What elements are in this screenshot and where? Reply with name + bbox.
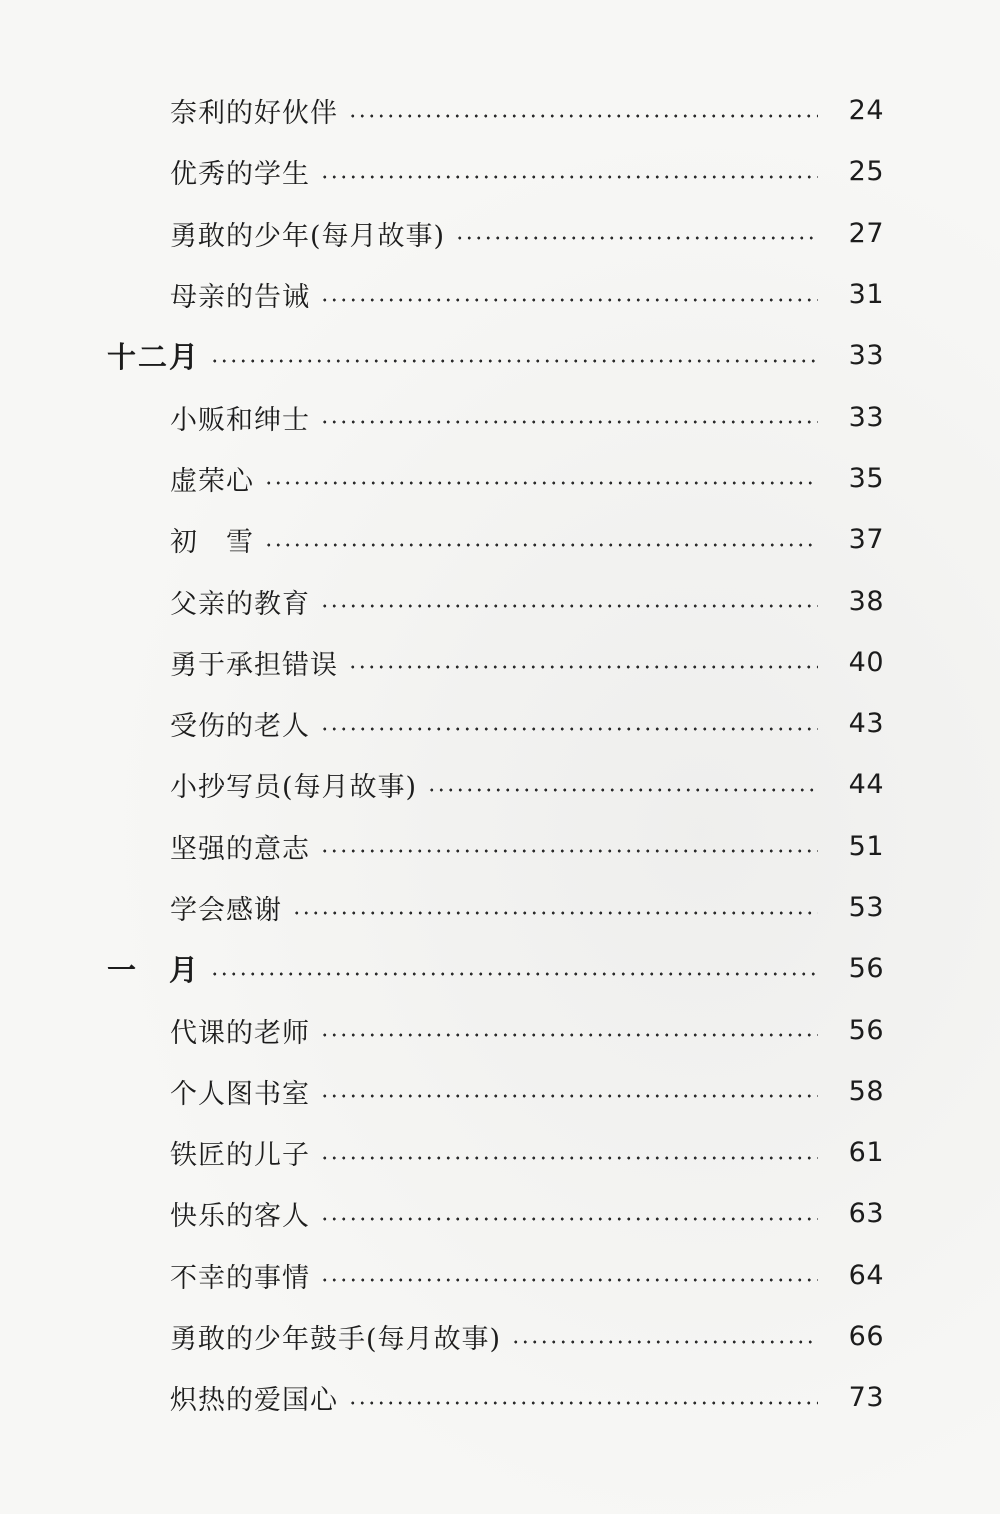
toc-entry <box>0 386 1000 447</box>
dot-leader <box>320 849 818 853</box>
toc-entry <box>0 509 1000 570</box>
dot-leader <box>348 1401 818 1405</box>
toc-entry-page: 35 <box>848 462 884 494</box>
toc-entry-page: 37 <box>848 524 884 556</box>
dot-leader <box>320 604 818 608</box>
toc-entry <box>0 203 1000 264</box>
toc-entry-title: 代课的老师 <box>170 1017 310 1049</box>
toc-section-page: 33 <box>848 340 884 372</box>
toc-entry-page: 33 <box>848 401 884 433</box>
dot-leader <box>320 1278 818 1282</box>
dot-leader <box>292 911 818 915</box>
toc-section-page: 56 <box>848 953 884 985</box>
toc-entry-title: 勇敢的少年(每月故事) <box>170 220 446 252</box>
table-of-contents <box>0 80 1000 1429</box>
toc-entry-title: 勇于承担错误 <box>170 649 338 681</box>
toc-entry-page: 58 <box>848 1075 884 1107</box>
toc-entry-title: 铁匠的儿子 <box>170 1140 310 1172</box>
toc-entry-title: 坚强的意志 <box>170 833 310 865</box>
toc-entry-page: 73 <box>848 1382 884 1414</box>
dot-leader <box>320 298 818 302</box>
toc-entry-page: 51 <box>848 830 884 862</box>
dot-leader <box>348 665 818 669</box>
toc-entry-title: 小抄写员(每月故事) <box>170 772 418 804</box>
dot-leader <box>264 481 818 485</box>
toc-entry-page: 44 <box>848 769 884 801</box>
toc-entry <box>0 448 1000 509</box>
dot-leader <box>320 1094 818 1098</box>
toc-entry-title: 奈利的好伙伴 <box>170 98 338 130</box>
toc-entry-title: 小贩和绅士 <box>170 404 310 436</box>
toc-entry <box>0 1367 1000 1428</box>
dot-leader <box>511 1340 818 1344</box>
toc-section-title: 一 月 <box>107 953 201 988</box>
dot-leader <box>320 420 818 424</box>
toc-entry-title: 个人图书室 <box>170 1078 310 1110</box>
toc-entry <box>0 1061 1000 1122</box>
toc-entry-title: 炽热的爱国心 <box>170 1385 338 1417</box>
toc-entry <box>0 632 1000 693</box>
toc-entry-title: 学会感谢 <box>170 895 282 926</box>
toc-entry-page: 27 <box>848 217 884 249</box>
toc-entry-title: 初 雪 <box>170 527 254 559</box>
toc-entry <box>0 877 1000 938</box>
dot-leader <box>348 114 818 118</box>
toc-entry-page: 38 <box>848 585 884 617</box>
toc-entry <box>0 80 1000 141</box>
toc-entry-page: 61 <box>848 1137 884 1169</box>
toc-section-heading <box>0 938 1000 999</box>
toc-entry <box>0 570 1000 631</box>
toc-section-heading <box>0 325 1000 386</box>
toc-entry <box>0 1183 1000 1244</box>
toc-entry <box>0 754 1000 815</box>
toc-entry-page: 40 <box>848 646 884 678</box>
toc-entry <box>0 1245 1000 1306</box>
dot-leader <box>210 972 818 976</box>
toc-entry <box>0 693 1000 754</box>
toc-entry-page: 43 <box>848 708 884 740</box>
toc-entry-page: 24 <box>848 95 884 127</box>
toc-entry-page: 53 <box>848 892 884 923</box>
toc-entry-page: 66 <box>848 1321 884 1353</box>
dot-leader <box>455 236 818 240</box>
toc-entry-title: 父亲的教育 <box>170 588 310 620</box>
toc-entry-page: 63 <box>848 1198 884 1230</box>
toc-entry-title: 勇敢的少年鼓手(每月故事) <box>170 1324 502 1356</box>
toc-entry <box>0 1122 1000 1183</box>
toc-entry <box>0 1306 1000 1367</box>
toc-entry-title: 不幸的事情 <box>170 1262 310 1294</box>
toc-entry-title: 虚荣心 <box>170 465 254 497</box>
toc-entry-page: 31 <box>848 279 884 311</box>
dot-leader <box>320 727 818 731</box>
toc-entry-title: 受伤的老人 <box>170 711 310 743</box>
toc-entry-title: 快乐的客人 <box>170 1201 310 1233</box>
toc-entry <box>0 816 1000 877</box>
toc-entry-title: 母亲的告诫 <box>170 282 310 314</box>
toc-entry <box>0 999 1000 1060</box>
toc-section-title: 十二月 <box>107 340 201 375</box>
toc-entry-page: 64 <box>848 1259 884 1291</box>
toc-entry <box>0 141 1000 202</box>
dot-leader <box>320 175 818 179</box>
dot-leader <box>320 1156 818 1160</box>
dot-leader <box>210 359 818 363</box>
toc-entry <box>0 264 1000 325</box>
dot-leader <box>264 543 818 547</box>
dot-leader <box>320 1033 818 1037</box>
dot-leader <box>427 788 818 792</box>
toc-entry-page: 56 <box>848 1014 884 1046</box>
toc-entry-page: 25 <box>848 156 884 188</box>
dot-leader <box>320 1217 818 1221</box>
toc-entry-title: 优秀的学生 <box>170 159 310 191</box>
